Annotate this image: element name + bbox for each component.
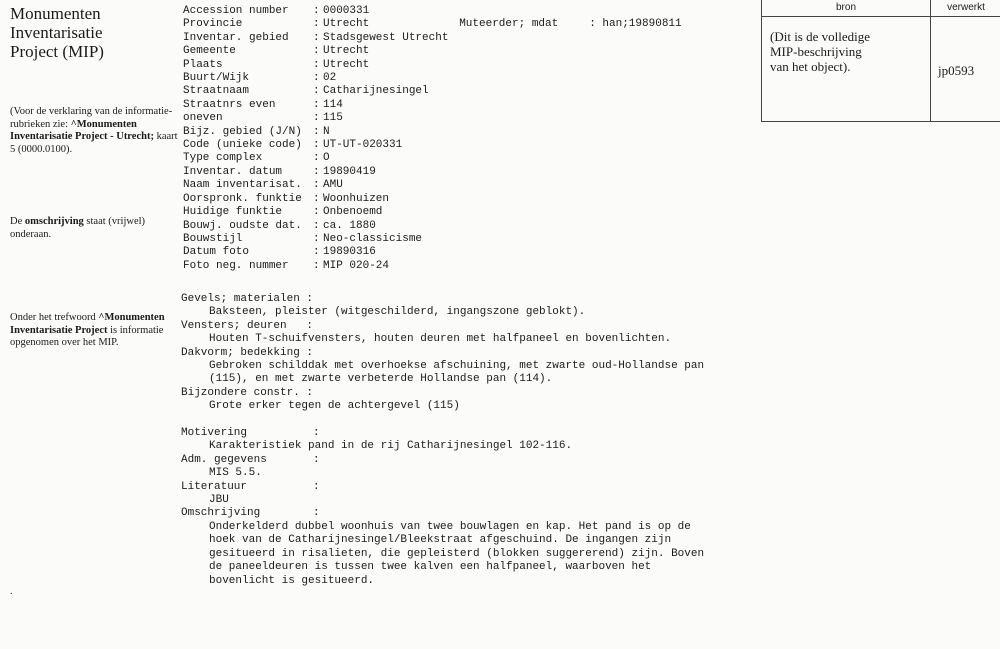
field-row bbox=[183, 233, 448, 246]
field-colon: : bbox=[313, 259, 320, 272]
section-text-line: de paneeldeuren is tussen twee kalven een halfpaneel, waarboven het bbox=[209, 561, 652, 574]
field-row bbox=[183, 193, 448, 206]
field-label: oneven bbox=[183, 112, 223, 125]
field-row bbox=[183, 99, 448, 112]
section-text-line: Onderkelderd dubbel woonhuis van twee bouwlagen en kap. Het pand is op de bbox=[209, 520, 691, 533]
keyword-note bbox=[10, 312, 178, 350]
note-bold: omschrijving bbox=[24, 216, 84, 227]
section-colon: : bbox=[313, 507, 320, 520]
verwerkt-value: jp0593 bbox=[938, 63, 975, 78]
section-heading bbox=[181, 320, 741, 333]
field-row bbox=[183, 72, 448, 85]
mutator-value: han;19890811 bbox=[602, 18, 682, 31]
field-value: UT-UT-020331 bbox=[323, 139, 403, 152]
field-row bbox=[183, 126, 448, 139]
section-colon: : bbox=[313, 453, 320, 466]
title-line: Project (MIP) bbox=[10, 42, 104, 61]
field-row bbox=[183, 246, 448, 259]
field-value: ca. 1880 bbox=[323, 219, 376, 232]
field-colon: : bbox=[313, 192, 320, 205]
field-label: Provincie bbox=[183, 18, 243, 31]
field-row bbox=[183, 112, 448, 125]
section-text-line: hoek van de Catharijnesingel/Bleekstraat afgeschuind. De ingangen zijn bbox=[209, 534, 672, 547]
bron-text bbox=[770, 29, 920, 74]
section-heading bbox=[181, 481, 741, 494]
field-colon: : bbox=[313, 246, 320, 259]
field-value: Utrecht bbox=[323, 45, 370, 58]
section-label: Vensters; deuren : bbox=[181, 319, 314, 332]
field-row bbox=[183, 85, 448, 98]
bron-line: van het object). bbox=[770, 59, 851, 74]
field-colon: : bbox=[313, 125, 320, 138]
note-text: (Voor de verklaring van de informatie-rubrieken zie: bbox=[10, 106, 173, 130]
note-bold: ^Monumenten Inventarisatie Project - Utrecht; bbox=[10, 118, 154, 142]
title-line: Monumenten bbox=[10, 4, 101, 23]
field-colon: : bbox=[313, 85, 320, 98]
field-row bbox=[183, 139, 448, 152]
field-label: Foto neg. nummer bbox=[183, 259, 289, 272]
legend-note bbox=[10, 106, 178, 156]
field-colon: : bbox=[313, 31, 320, 44]
note-text: De bbox=[10, 216, 25, 227]
section-text-line: MIS 5.5. bbox=[209, 467, 262, 480]
field-label: Oorspronk. funktie bbox=[183, 192, 302, 205]
field-list bbox=[183, 5, 448, 273]
motivation-block bbox=[181, 427, 741, 588]
field-value: Onbenoemd bbox=[323, 206, 383, 219]
section-heading bbox=[181, 347, 741, 360]
field-colon: : bbox=[313, 232, 320, 245]
field-label: Plaats bbox=[183, 58, 223, 71]
field-label: Type complex bbox=[183, 152, 263, 165]
bron-header: bron bbox=[762, 0, 931, 17]
field-value: O bbox=[323, 152, 330, 165]
section-text-line: Grote erker tegen de achtergevel (115) bbox=[209, 400, 460, 413]
field-label: Bijz. gebied (J/N) bbox=[183, 125, 302, 138]
section-colon: : bbox=[313, 427, 320, 440]
section-colon: : bbox=[313, 480, 320, 493]
source-box bbox=[761, 0, 1000, 122]
field-label: Straatnrs even bbox=[183, 98, 276, 111]
note-text: is informatie opgenomen over het MIP. bbox=[10, 324, 164, 348]
sidebar-title bbox=[10, 4, 170, 61]
field-colon: : bbox=[313, 206, 320, 219]
description-sections bbox=[181, 293, 741, 588]
field-row bbox=[183, 220, 448, 233]
column-divider bbox=[930, 16, 931, 121]
note-text: kaart 5 (0000.0100). bbox=[10, 131, 178, 155]
section-label: Adm. gegevens bbox=[181, 453, 267, 466]
field-row bbox=[183, 206, 448, 219]
field-label: Buurt/Wijk bbox=[183, 72, 250, 85]
section-heading bbox=[181, 293, 741, 306]
field-colon: : bbox=[313, 139, 320, 152]
field-colon: : bbox=[313, 98, 320, 111]
field-row bbox=[183, 59, 448, 72]
section-label: Gevels; materialen : bbox=[181, 293, 314, 305]
field-row bbox=[183, 166, 448, 179]
field-label: Accession number bbox=[183, 5, 289, 17]
field-value: Catharijnesingel bbox=[323, 85, 429, 98]
field-value: 115 bbox=[323, 112, 343, 125]
bron-line: (Dit is de volledige bbox=[770, 29, 871, 44]
field-value: AMU bbox=[323, 179, 343, 192]
field-label: Bouwstijl bbox=[183, 232, 243, 245]
field-value: Utrecht bbox=[323, 58, 370, 71]
field-value: N bbox=[323, 125, 330, 138]
section-label: Motivering bbox=[181, 427, 248, 440]
title-line: Inventarisatie bbox=[10, 23, 103, 42]
field-colon: : bbox=[313, 45, 320, 58]
note-text: Onder het trefwoord bbox=[10, 312, 99, 323]
section-text-line: Houten T-schuifvensters, houten deuren met halfpaneel en bovenlichten. bbox=[209, 333, 672, 346]
section-text-line: bovenlicht is gesitueerd. bbox=[209, 574, 375, 587]
stray-dot: . bbox=[10, 586, 13, 597]
section-text-line: Gebroken schilddak met overhoekse afschuining, met zwarte oud-Hollandse pan bbox=[209, 360, 705, 373]
field-value: Stadsgewest Utrecht bbox=[323, 31, 449, 44]
field-value: 114 bbox=[323, 98, 343, 111]
section-text-line: JBU bbox=[209, 494, 229, 507]
field-row bbox=[183, 32, 448, 45]
field-colon: : bbox=[313, 5, 320, 17]
section-heading bbox=[181, 507, 741, 520]
section-heading bbox=[181, 387, 741, 400]
field-row bbox=[183, 260, 448, 273]
field-colon: : bbox=[313, 219, 320, 232]
field-label: Bouwj. oudste dat. bbox=[183, 219, 302, 232]
field-label: Huidige funktie bbox=[183, 206, 283, 219]
field-row bbox=[183, 5, 448, 18]
field-label: Gemeente bbox=[183, 45, 236, 58]
field-value: 19890419 bbox=[323, 165, 376, 178]
field-label: Code (unieke code) bbox=[183, 139, 302, 152]
field-label: Inventar. gebied bbox=[183, 31, 289, 44]
field-colon: : bbox=[313, 152, 320, 165]
section-text-line: gesitueerd in risalieten, die gepleisterd (blokken suggererend) zijn. Boven bbox=[209, 547, 705, 560]
section-text-line: Baksteen, pleister (witgeschilderd, ingangszone geblokt). bbox=[209, 306, 586, 319]
field-row bbox=[183, 18, 448, 31]
section-heading bbox=[181, 427, 741, 440]
field-colon: : bbox=[313, 112, 320, 125]
field-value: Neo-classicisme bbox=[323, 232, 423, 245]
note-text: staat (vrijwel) onderaan. bbox=[10, 216, 146, 240]
field-value: MIP 020-24 bbox=[323, 259, 390, 272]
field-value: 0000331 bbox=[323, 5, 370, 17]
field-colon: : bbox=[313, 179, 320, 192]
section-text-line: (115), en met zwarte verbeterde Hollandse pan (114). bbox=[209, 373, 553, 386]
field-row bbox=[183, 179, 448, 192]
field-value: 02 bbox=[323, 72, 337, 85]
section-text-line: Karakteristiek pand in de rij Catharijnesingel 102-116. bbox=[209, 440, 573, 453]
section-label: Dakvorm; bedekking : bbox=[181, 346, 314, 359]
section-label: Literatuur bbox=[181, 480, 248, 493]
field-row bbox=[183, 45, 448, 58]
note-bold: ^Monumenten Inventarisatie Project bbox=[10, 312, 165, 336]
field-row bbox=[183, 152, 448, 165]
description-note bbox=[10, 216, 178, 241]
verwerkt-header: verwerkt bbox=[931, 0, 1000, 17]
field-label: Naam inventarisat. bbox=[183, 179, 302, 192]
field-value: 19890316 bbox=[323, 246, 376, 259]
field-colon: : bbox=[589, 18, 603, 31]
field-label: Inventar. datum bbox=[183, 165, 283, 178]
section-label: Bijzondere constr. : bbox=[181, 386, 314, 399]
field-colon: : bbox=[313, 72, 320, 85]
field-label: Straatnaam bbox=[183, 85, 250, 98]
spacer bbox=[181, 414, 741, 427]
mutator-label: Muteerder; mdat bbox=[459, 18, 559, 31]
bron-line: MIP-beschrijving bbox=[770, 44, 862, 59]
field-colon: : bbox=[313, 58, 320, 71]
field-value: Utrecht bbox=[323, 18, 370, 31]
section-heading bbox=[181, 454, 741, 467]
field-value: Woonhuizen bbox=[323, 192, 390, 205]
section-label: Omschrijving bbox=[181, 507, 261, 520]
materials-block bbox=[181, 293, 741, 414]
mutator-row bbox=[446, 5, 682, 32]
field-colon: : bbox=[313, 165, 320, 178]
field-colon: : bbox=[313, 18, 320, 31]
field-label: Datum foto bbox=[183, 246, 250, 259]
